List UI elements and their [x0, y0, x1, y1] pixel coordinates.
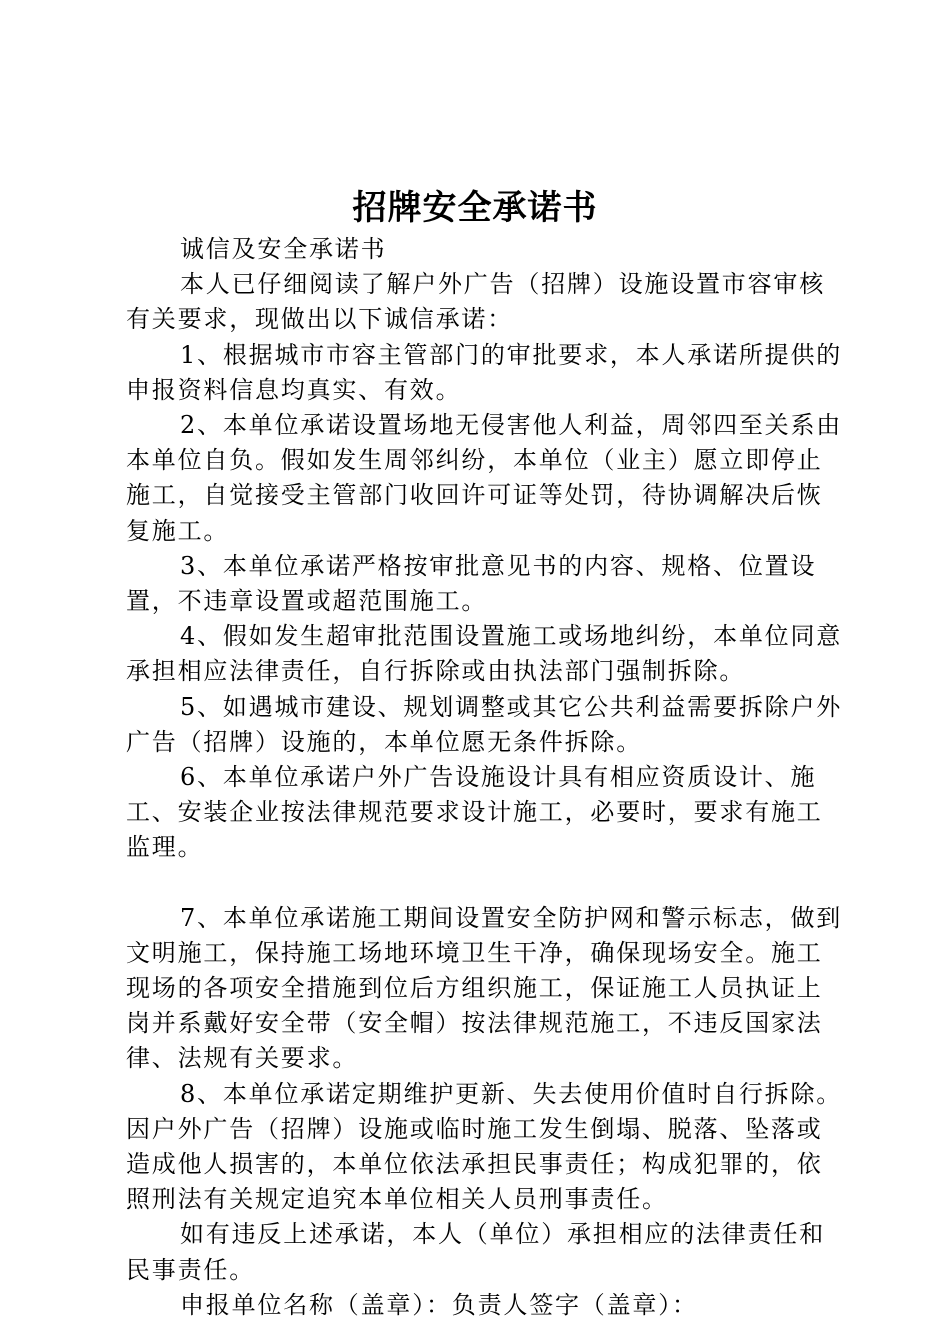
commitment-item-4: 4、假如发生超审批范围设置施工或场地纠纷，本单位同意承担相应法律责任，自行拆除或由执法部门强制拆除。 — [126, 622, 843, 686]
commitment-item-6: 6、本单位承诺户外广告设施设计具有相应资质设计、施工、安装企业按法律规范要求设计施工，必要时，要求有施工监理。 — [126, 763, 823, 862]
subtitle-paragraph: 诚信及安全承诺书 — [180, 235, 387, 263]
commitment-item-2: 2、本单位承诺设置场地无侵害他人利益，周邻四至关系由本单位自负。假如发生周邻纠纷，本单位（业主）愿立即停止施工，自觉接受主管部门收回许可证等处罚，待协调解决后恢复施工。 — [126, 411, 843, 545]
document-body — [126, 232, 846, 1323]
commitment-item-5: 5、如遇城市建设、规划调整或其它公共利益需要拆除户外广告（招牌）设施的，本单位愿无条件拆除。 — [126, 692, 843, 756]
commitment-item-8: 8、本单位承诺定期维护更新、失去使用价值时自行拆除。因户外广告（招牌）设施或临时施工发生倒塌、脱落、坠落或造成他人损害的，本单位依法承担民事责任；构成犯罪的，依照刑法有关规定追究本单位相关人员刑事责任。 — [126, 1079, 843, 1214]
intro-paragraph: 本人已仔细阅读了解户外广告（招牌）设施设置市容审核有关要求，现做出以下诚信承诺： — [126, 270, 825, 334]
commitment-item-1: 1、根据城市市容主管部门的审批要求，本人承诺所提供的申报资料信息均真实、有效。 — [126, 340, 843, 404]
commitment-item-7: 7、本单位承诺施工期间设置安全防护网和警示标志，做到文明施工，保持施工场地环境卫生干净，确保现场安全。施工现场的各项安全措施到位后方组织施工，保证施工人员执证上岗并系戴好安全带（安全帽）按法律规范施工，不违反国家法律、法规有关要求。 — [126, 903, 843, 1073]
liability-paragraph: 如有违反上述承诺，本人（单位）承担相应的法律责任和民事责任。 — [126, 1220, 825, 1284]
commitment-item-3: 3、本单位承诺严格按审批意见书的内容、规格、位置设置，不违章设置或超范围施工。 — [126, 551, 817, 616]
document-title: 招牌安全承诺书 — [352, 188, 598, 228]
signature-line: 申报单位名称（盖章）：负责人签字（盖章）： — [180, 1290, 698, 1319]
